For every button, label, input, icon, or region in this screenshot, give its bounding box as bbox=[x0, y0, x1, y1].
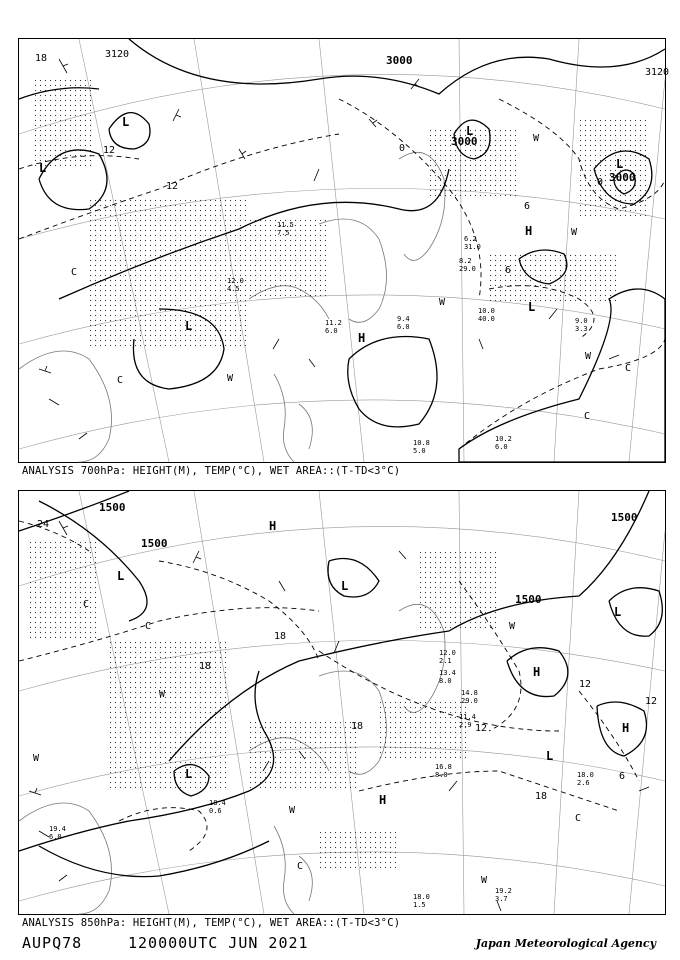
high-center: H bbox=[269, 519, 277, 533]
cold-label: C bbox=[584, 411, 591, 422]
station-plot: 10.2 6.0 bbox=[495, 435, 512, 451]
map-700hpa bbox=[19, 39, 665, 462]
station-plot: 19.4 6.0 bbox=[49, 825, 66, 841]
low-center: L bbox=[546, 749, 554, 763]
warm-label: W bbox=[509, 621, 516, 632]
warm-label: W bbox=[227, 373, 234, 384]
low-center: L bbox=[614, 605, 622, 619]
warm-label: W bbox=[571, 227, 578, 238]
isotherm-label: 18 bbox=[351, 721, 364, 732]
low-center: L bbox=[185, 319, 193, 333]
warm-label: W bbox=[289, 805, 296, 816]
station-plot: 13.4 8.0 bbox=[439, 669, 456, 685]
isotherm-label: 6 bbox=[505, 265, 512, 276]
isotherm-label: 12 bbox=[579, 679, 592, 690]
contour-label: 3120 bbox=[105, 49, 130, 60]
cold-label: C bbox=[625, 363, 632, 374]
low-center: L bbox=[616, 157, 624, 171]
station-plot: 10.0 40.0 bbox=[478, 307, 495, 323]
isotherm-label: 24 bbox=[37, 519, 50, 530]
low-center: L bbox=[185, 767, 193, 781]
station-plot: 16.8 8.0 bbox=[435, 763, 452, 779]
low-center: L bbox=[466, 124, 474, 138]
low-center: L bbox=[117, 569, 125, 583]
station-plot: 11.4 2.9 bbox=[459, 713, 476, 729]
product-code: AUPQ78 bbox=[22, 934, 83, 952]
station-plot: 18.0 2.6 bbox=[577, 771, 594, 787]
contour-label: 3120 bbox=[645, 67, 670, 78]
cold-label: C bbox=[297, 861, 304, 872]
high-center: H bbox=[379, 793, 387, 807]
chart-700hpa bbox=[18, 38, 670, 463]
station-plot: 12.0 4.5 bbox=[227, 277, 244, 293]
warm-label: W bbox=[585, 351, 592, 362]
contour-label: 1500 bbox=[515, 593, 542, 606]
low-center: L bbox=[528, 300, 536, 314]
station-plot: 9.0 3.3 bbox=[575, 317, 588, 333]
cold-label: C bbox=[575, 813, 582, 824]
valid-time: 120000UTC JUN 2021 bbox=[128, 934, 309, 952]
agency-name: Japan Meteorological Agency bbox=[475, 937, 656, 950]
map-850hpa bbox=[19, 491, 665, 914]
high-center: H bbox=[622, 721, 630, 735]
station-plot: 9.4 6.0 bbox=[397, 315, 410, 331]
low-center: L bbox=[122, 115, 130, 129]
warm-label: W bbox=[439, 297, 446, 308]
station-plot: 8.2 29.0 bbox=[459, 257, 476, 273]
isotherm-label: 12 bbox=[475, 723, 488, 734]
isotherm-label: 12 bbox=[103, 145, 116, 156]
cold-label: C bbox=[83, 599, 90, 610]
isotherm-label: 0 bbox=[597, 177, 604, 188]
isotherm-label: 0 bbox=[399, 143, 406, 154]
contour-label: 1500 bbox=[99, 501, 126, 514]
station-plot: 10.8 5.0 bbox=[413, 439, 430, 455]
high-center: H bbox=[533, 665, 541, 679]
caption-700hpa: ANALYSIS 700hPa: HEIGHT(M), TEMP(°C), WET AREA::(T-TD<3°C) bbox=[22, 465, 401, 477]
isotherm-label: 12 bbox=[166, 181, 179, 192]
low-center: L bbox=[39, 161, 47, 175]
isotherm-label: 6 bbox=[524, 201, 531, 212]
contour-label: 1500 bbox=[141, 537, 168, 550]
station-plot: 11.2 6.0 bbox=[325, 319, 342, 335]
cold-label: C bbox=[145, 621, 152, 632]
cold-label: C bbox=[117, 375, 124, 386]
low-center: L bbox=[341, 579, 349, 593]
contour-label: 1500 bbox=[611, 511, 638, 524]
high-center: H bbox=[358, 331, 366, 345]
contour-label: 3000 bbox=[451, 135, 478, 148]
station-plot: 19.2 3.7 bbox=[495, 887, 512, 903]
station-plot: 14.8 29.0 bbox=[461, 689, 478, 705]
chart-850hpa bbox=[18, 490, 666, 915]
warm-label: W bbox=[533, 133, 540, 144]
station-plot: 6.2 31.0 bbox=[464, 235, 481, 251]
isotherm-label: 18 bbox=[274, 631, 287, 642]
wet-area bbox=[29, 541, 499, 871]
caption-850hpa: ANALYSIS 850hPa: HEIGHT(M), TEMP(°C), WET AREA::(T-TD<3°C) bbox=[22, 917, 401, 929]
station-plot: 11.5 7.5 bbox=[277, 221, 294, 237]
station-plot: 12.0 2.1 bbox=[439, 649, 456, 665]
isotherm-label: 18 bbox=[535, 791, 548, 802]
cold-label: C bbox=[71, 267, 78, 278]
warm-label: W bbox=[33, 753, 40, 764]
isotherm-label: 18 bbox=[35, 53, 48, 64]
contour-label: 3000 bbox=[386, 54, 413, 67]
station-plot: 18.4 0.6 bbox=[209, 799, 226, 815]
isotherm-label: 6 bbox=[619, 771, 626, 782]
isotherm-label: 18 bbox=[199, 661, 212, 672]
station-plot: 18.0 1.5 bbox=[413, 893, 430, 909]
isotherm-label: 12 bbox=[645, 696, 658, 707]
warm-label: W bbox=[159, 689, 166, 700]
contour-label: 3000 bbox=[609, 171, 636, 184]
high-center: H bbox=[525, 224, 533, 238]
warm-label: W bbox=[481, 875, 488, 886]
